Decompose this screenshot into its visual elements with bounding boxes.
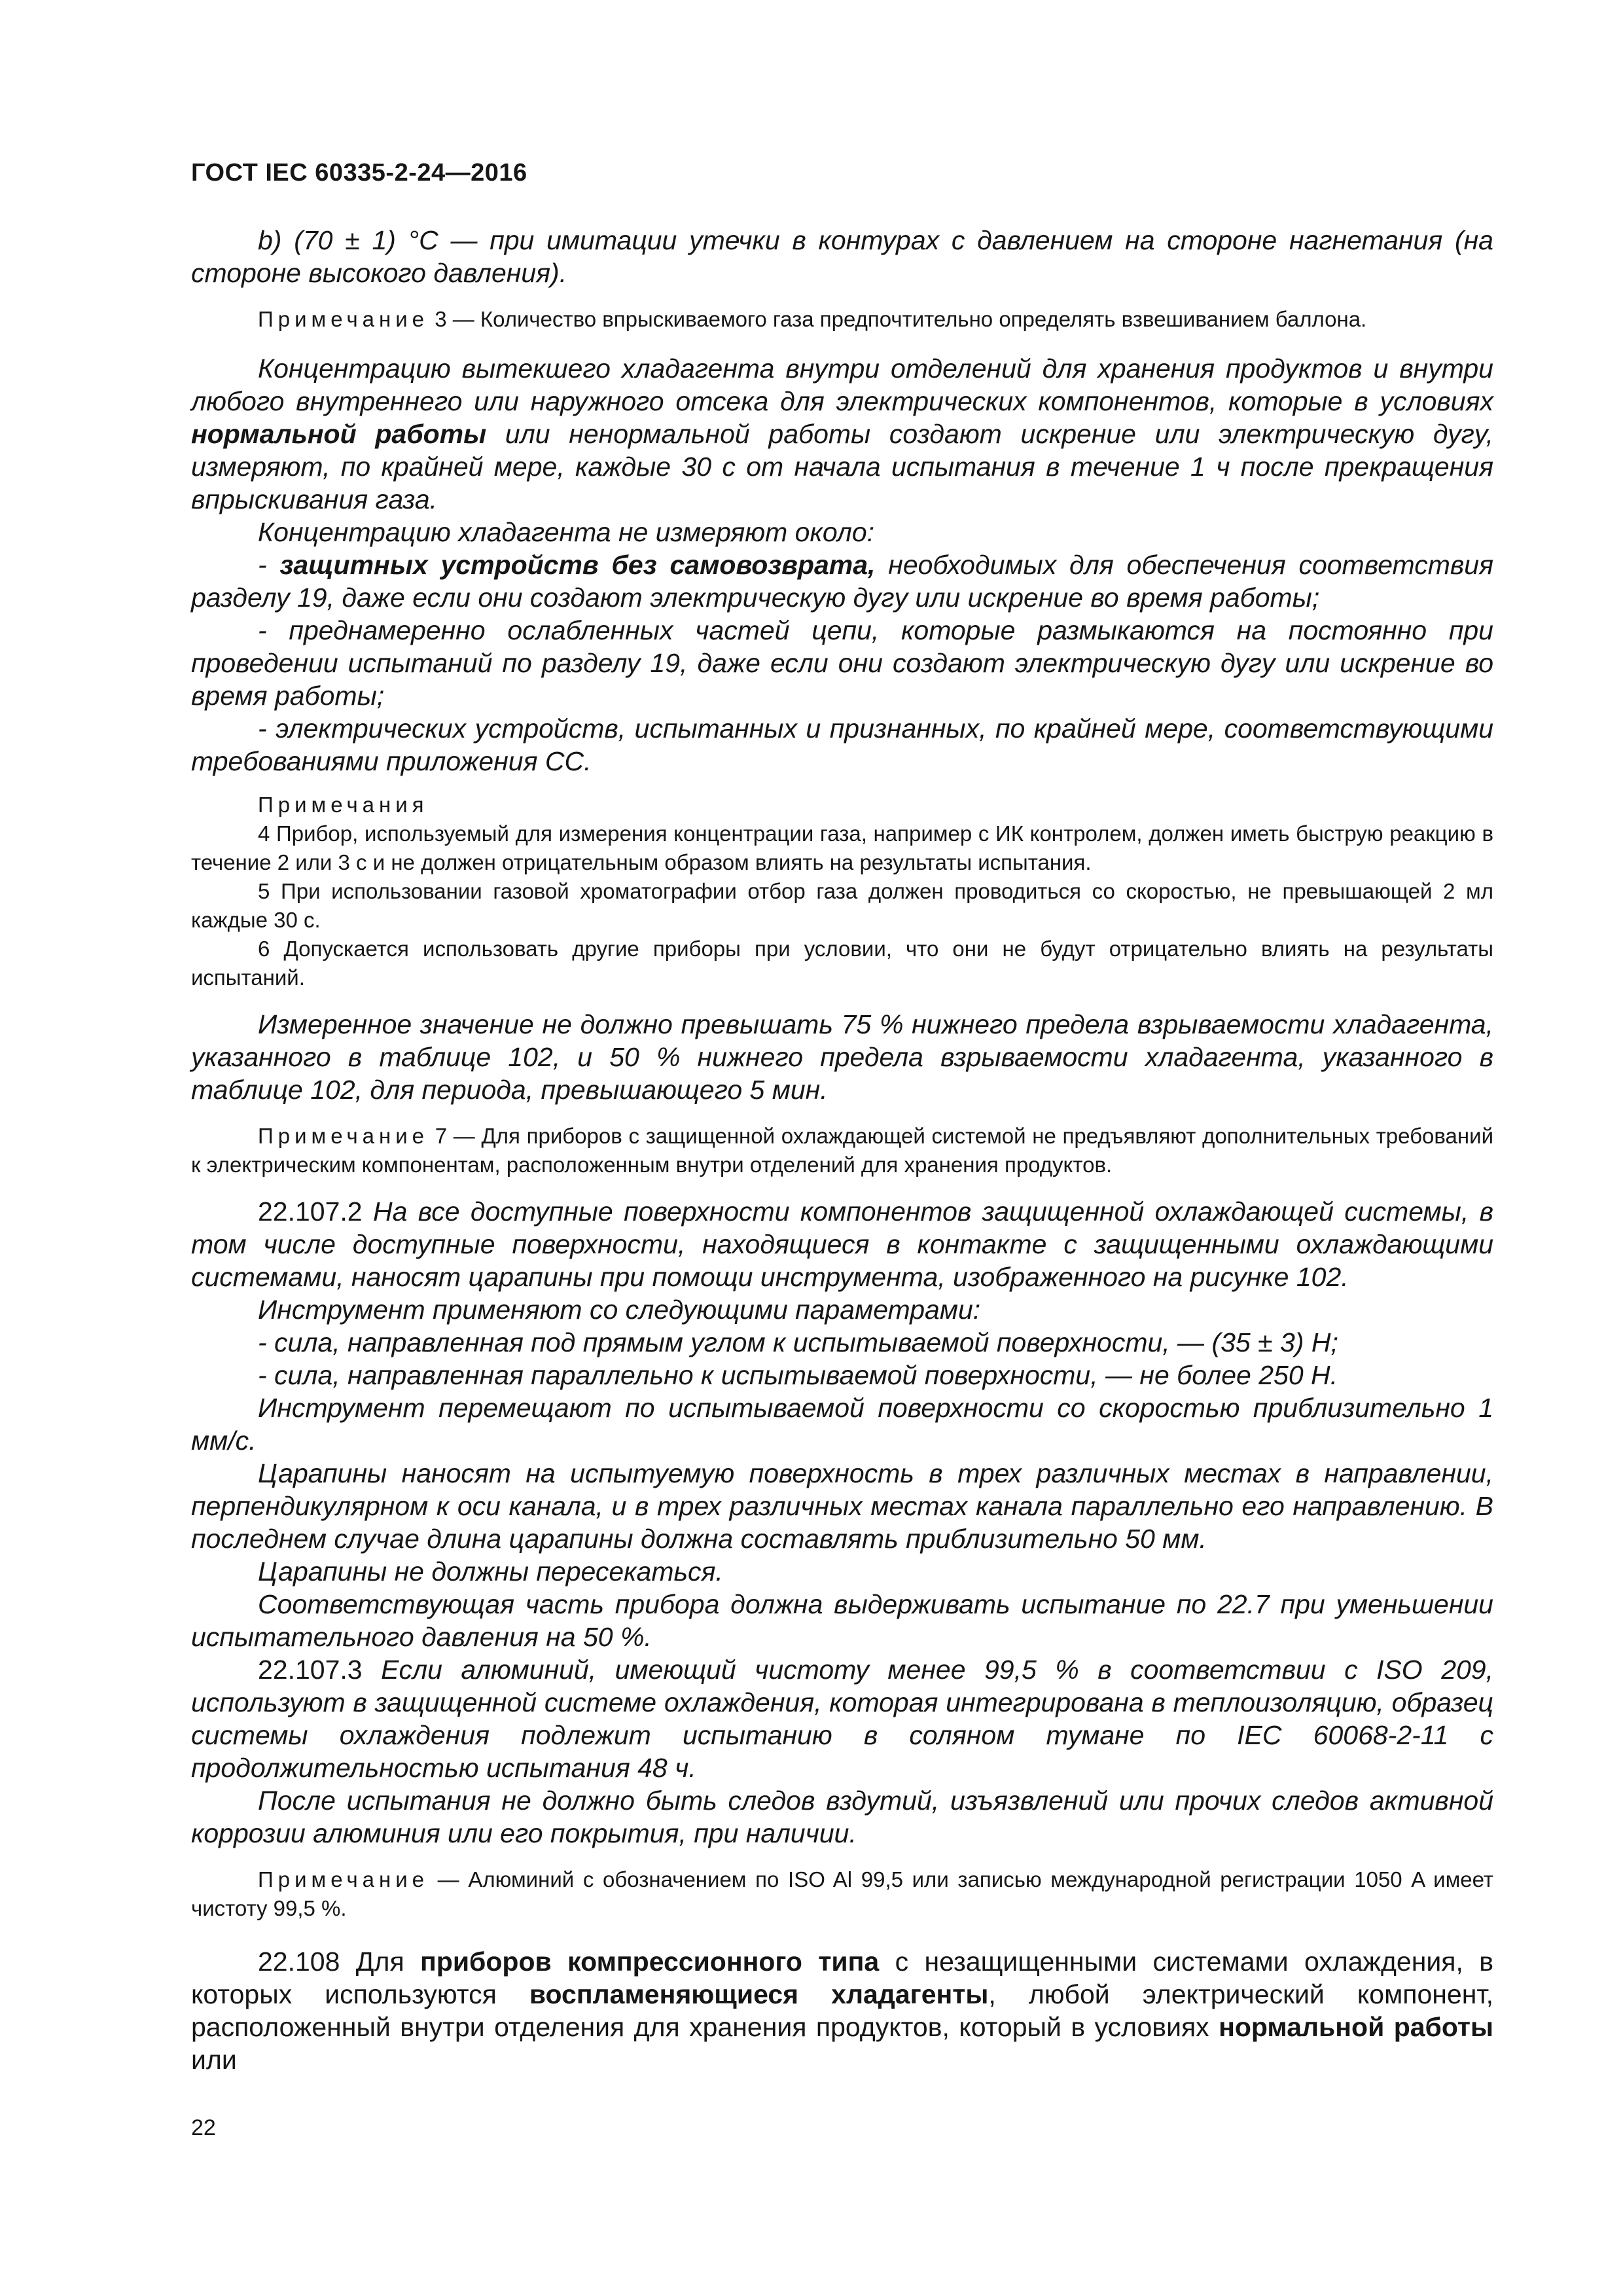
clause-number: 22.107.3	[258, 1655, 363, 1685]
paragraph-after-test: После испытания не должно быть следов вздутий, изъязвлений или прочих следов активной коррозии алюминия или его покрытия, при наличии.	[191, 1785, 1493, 1848]
paragraph-concentration: Концентрацию вытекшего хладагента внутри отделений для хранения продуктов и внутри любого внутреннего или наружного отсека для электрических компонентов, которые в условиях нормальной работы или ненормальной работы создают искрение или электрическую дугу, измеряют, по крайней мере, каждые 30 с от начала испытания в течение 1 ч после прекращения впрыскивания газа.	[191, 353, 1493, 514]
paragraph-b: b) (70 ± 1) °C — при имитации утечки в контурах с давлением на стороне нагнетания (на стороне высокого давления).	[191, 225, 1493, 288]
page-body	[191, 224, 1493, 2076]
clause-22-107-2: 22.107.2 На все доступные поверхности компонентов защищенной охлаждающей системы, в том числе доступные поверхности, находящиеся в контакте с защищенными охлаждающими системами, наносят царапины при помощи инструмента, изображенного на рисунке 102.	[191, 1196, 1493, 1292]
document-header: ГОСТ IEC 60335-2-24—2016	[191, 159, 527, 187]
clause-number: 22.108	[258, 1946, 340, 1977]
note-aluminium: Примечание — Алюминий с обозначением по ISO Al 99,5 или записью международной регистрации 1050 A имеет чистоту 99,5 %.	[191, 1867, 1493, 1920]
term-normal-operation: нормальной работы	[191, 419, 487, 449]
clause-22-108: 22.108 Для приборов компрессионного типа с незащищенными системами охлаждения, в которых используются воспламеняющиеся хладагенты, любой электрический компонент, расположенный внутри отделения для хранения продуктов, который в условиях нормальной работы или	[191, 1946, 1493, 2075]
term-compressor-type: приборов компрессионного типа	[420, 1946, 880, 1977]
clause-22-107-3: 22.107.3 Если алюминий, имеющий чистоту менее 99,5 % в соответствии с ISO 209, используют в защищенной системе охлаждения, которая интегрирована в теплоизоляцию, образец системы охлаждения подлежит испытанию в соляном тумане по IEC 60068-2-11 с продолжительностью испытания 48 ч.	[191, 1655, 1493, 1783]
paragraph-withstand: Соответствующая часть прибора должна выдерживать испытание по 22.7 при уменьшении испытательного давления на 50 %.	[191, 1589, 1493, 1652]
term-non-self-resetting: защитных устройств без самовозврата,	[279, 550, 876, 580]
term-normal-operation: нормальной работы	[1219, 2012, 1493, 2042]
notes-heading: Примечания	[258, 793, 429, 817]
page-number: 22	[191, 2115, 216, 2140]
paragraph-measured-value: Измеренное значение не должно превышать 75 % нижнего предела взрываемости хладагента, указанного в таблице 102, и 50 % нижнего предела взрываемости хладагента, указанного в таблице 102, для периода, превышающего 5 мин.	[191, 1009, 1493, 1105]
paragraph-no-crossing: Царапины не должны пересекаться.	[258, 1556, 723, 1587]
note-7: Примечание 7 — Для приборов с защищенной охлаждающей системой не предъявляют дополнительных требований к электрическим компонентам, расположенным внутри отделений для хранения продуктов.	[191, 1124, 1494, 1177]
bullet-electrical-devices: - электрических устройств, испытанных и признанных, по крайней мере, соответствующими требованиями приложения CC.	[191, 713, 1493, 776]
clause-number: 22.107.2	[258, 1196, 363, 1227]
note-3: Примечание 3 — Количество впрыскиваемого газа предпочтительно определять взвешиванием баллона.	[258, 307, 1367, 331]
note-label: Примечание	[258, 1124, 429, 1148]
bullet-weakened-parts: - преднамеренно ослабленных частей цепи, которые размыкаются на постоянно при проведении испытаний по разделу 19, даже если они создают электрическую дугу или искрение во время работы;	[191, 615, 1493, 711]
note-5: 5 При использовании газовой хроматографии отбор газа должен проводиться со скоростью, не превышающей 2 мл каждые 30 с.	[191, 879, 1493, 932]
note-label: Примечание	[258, 307, 429, 331]
dash-item-force-perpendicular: - сила, направленная под прямым углом к испытываемой поверхности, — (35 ± 3) Н;	[258, 1327, 1338, 1357]
paragraph-tool-params: Инструмент применяют со следующими параметрами:	[258, 1295, 981, 1325]
paragraph-tool-speed: Инструмент перемещают по испытываемой поверхности со скоростью приблизительно 1 мм/с.	[191, 1393, 1493, 1456]
note-6: 6 Допускается использовать другие приборы при условии, что они не будут отрицательно влиять на результаты испытаний.	[191, 937, 1493, 990]
paragraph-not-measured: Концентрацию хладагента не измеряют около:	[258, 517, 875, 547]
dash-item-force-parallel: - сила, направленная параллельно к испытываемой поверхности, — не более 250 Н.	[258, 1360, 1338, 1390]
note-4: 4 Прибор, используемый для измерения концентрации газа, например с ИК контролем, должен иметь быструю реакцию в течение 2 или 3 с и не должен отрицательным образом влиять на результаты испытания.	[191, 821, 1493, 874]
term-flammable-refrigerants: воспламеняющиеся хладагенты	[529, 1979, 989, 2009]
paragraph-scratches: Царапины наносят на испытуемую поверхность в трех различных местах в направлении, перпендикулярном к оси канала, и в трех различных местах канала параллельно его направлению. В последнем случае длина царапины должна составлять приблизительно 50 мм.	[191, 1458, 1493, 1554]
note-label: Примечание	[258, 1867, 429, 1892]
bullet-protective-devices: - защитных устройств без самовозврата, необходимых для обеспечения соответствия разделу 19, даже если они создают электрическую дугу или искрение во время работы;	[191, 550, 1494, 613]
